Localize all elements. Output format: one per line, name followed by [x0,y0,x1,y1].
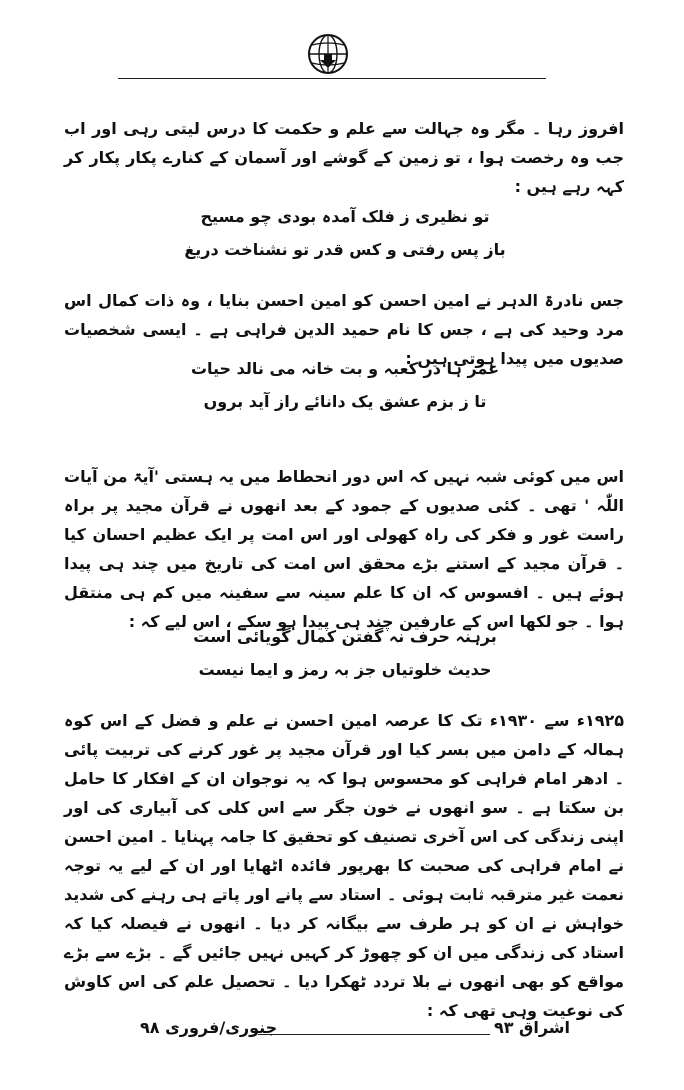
globe-logo-icon [306,32,350,76]
verse-1 [120,200,570,266]
page-footer [140,1012,570,1046]
header-rule [118,78,546,79]
paragraph-3-text: اس میں کوئی شبہ نہیں کہ اس دور انحطاط میں یہ ہستی 'آیۃ من آیات اللّٰہ ' تھی ۔ کئی صدیوں کے جمود کے بعد انھوں نے قرآن مجید پر براہ راست غور و فکر کی راہ کھولی اور اس امت پر ایک عظیم احسان کیا ۔ قرآن مجید کے استنے بڑے محقق اس امت کی تاریخ میں چند ہی پیدا ہوئے ہیں ۔ افسوس کہ ان کا علم سینہ سے سفینہ میں کم ہی منتقل ہوا ۔ جو لکھا اس کے عارفین چند ہی پیدا ہو سکے ، اس لیے کہ : [64,467,624,631]
paragraph-4 [64,706,624,1025]
paragraph-1-text: افروز رہا ۔ مگر وہ جہالت سے علم و حکمت کا درس لیتی رہی اور اب جب وہ رخصت ہوا ، تو زمین کے گوشے اور آسمان کے کنارے پکار پکار کر کہہ رہے ہیں : [64,119,624,196]
footer-issue-date: جنوری/فروری ۹۸ [140,1018,278,1037]
verse-1-line-1: تو نظیری ز فلک آمدہ بودی چو مسیح [200,207,490,226]
verse-3-line-1: برہنہ حرف نہ گفتن کمال گویائی است [193,627,497,646]
paragraph-2-text: جس نادرۃ الدہر نے امین احسن کو امین احسن بنایا ، وہ ذات کمال اس مرد وحید کی ہے ، جس کا نام حمید الدین فراہی ہے ۔ ایسی شخصیات صدیوں میں پیدا ہوتی ہیں : [64,291,624,368]
paragraph-1 [64,114,624,201]
verse-2-line-2: تا ز بزم عشق یک دانائے راز آید بروں [203,392,487,411]
footer-journal-page: اشراق ۹۳ [493,1018,570,1037]
verse-3-line-2: حدیث خلوتیاں جز بہ رمز و ایما نیست [198,660,492,679]
verse-1-line-2: باز پس رفتی و کس قدر تو نشناخت دریغ [184,240,506,259]
verse-2-line-1: عمر ہا در کعبہ و بت خانہ می نالد حیات [190,359,500,378]
footer-rule [258,1034,490,1035]
paragraph-4-text: ۱۹۲۵ء سے ۱۹۳۰ء تک کا عرصہ امین احسن نے علم و فضل کے اس کوہ ہمالہ کے دامن میں بسر کیا اور قرآن مجید پر غور کرنے کی تربیت پائی ۔ ادھر امام فراہی کو محسوس ہوا کہ یہ نوجوان ان کے افکار کا حامل بن سکتا ہے ۔ سو انھوں نے خون جگر سے اس کلی کی آبیاری کی اور اپنی زندگی کی اس آخری تصنیف کو تحقیق کا جامہ پہنایا ۔ امین احسن نے امام فراہی کی صحبت کا بھرپور فائدہ اٹھایا اور ان کے لیے یہ توجہ نعمت غیر مترقبہ ثابت ہوئی ۔ استاد سے پانے اور پاتے ہی رہنے کی شدید خواہش نے ان کو ہر طرف سے بیگانہ کر دیا ۔ انھوں نے فیصلہ کیا کہ استاد کی زندگی میں ان کو چھوڑ کر کہیں نہیں جائیں گے ۔ بڑے سے بڑے مواقع کو بھی انھوں نے بلا تردد ٹھکرا دیا ۔ تحصیل علم کی اس کاوش کی نوعیت وہی تھی کہ : [64,711,624,1020]
verse-2 [120,352,570,418]
paragraph-3 [64,462,624,636]
page-header [0,0,684,90]
verse-3 [120,620,570,686]
